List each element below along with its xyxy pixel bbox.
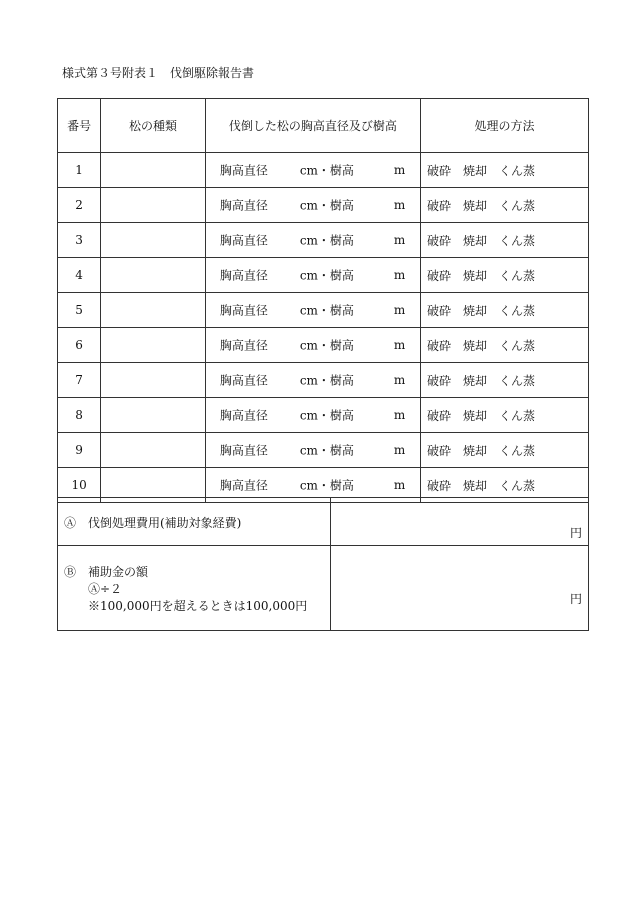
- size-field[interactable]: [205, 153, 420, 188]
- row-number: 6: [58, 328, 101, 363]
- meter-label: m: [393, 443, 406, 457]
- method-option[interactable]: 破砕: [427, 198, 452, 213]
- row-number: 5: [58, 293, 101, 328]
- method-options: [421, 328, 589, 363]
- method-options: [421, 293, 589, 328]
- method-option[interactable]: 焼却: [463, 373, 488, 388]
- method-option[interactable]: 破砕: [427, 163, 452, 178]
- subsidy-formula: Ⓐ÷２: [88, 582, 123, 596]
- method-option[interactable]: 焼却: [463, 198, 488, 213]
- chest-label: 胸高直径: [219, 163, 268, 178]
- method-option[interactable]: 破砕: [427, 338, 452, 353]
- pine-type-field[interactable]: [101, 433, 206, 468]
- method-options: [421, 188, 589, 223]
- cm-height-label: cm・樹高: [299, 408, 354, 423]
- summary-table: [57, 497, 589, 631]
- pine-type-field[interactable]: [101, 153, 206, 188]
- method-option[interactable]: くん蒸: [499, 198, 536, 213]
- chest-label: 胸高直径: [219, 443, 268, 458]
- method-option[interactable]: 破砕: [427, 408, 452, 423]
- subsidy-unit: 円: [569, 592, 582, 606]
- cm-height-label: cm・樹高: [299, 478, 354, 493]
- method-option[interactable]: くん蒸: [499, 478, 536, 493]
- pine-type-field[interactable]: [101, 363, 206, 398]
- cost-amount-field[interactable]: [330, 498, 589, 546]
- table-row: [58, 258, 589, 293]
- size-field[interactable]: [205, 398, 420, 433]
- header-method: 処理の方法: [421, 99, 589, 153]
- table-row: [58, 153, 589, 188]
- chest-label: 胸高直径: [219, 408, 268, 423]
- size-field[interactable]: [205, 328, 420, 363]
- size-field[interactable]: [205, 293, 420, 328]
- method-option[interactable]: 焼却: [463, 478, 488, 493]
- method-option[interactable]: 破砕: [427, 233, 452, 248]
- method-options: [421, 363, 589, 398]
- size-field[interactable]: [205, 258, 420, 293]
- method-options: [421, 153, 589, 188]
- size-field[interactable]: [205, 223, 420, 258]
- method-options: [421, 258, 589, 293]
- header-size: 伐倒した松の胸高直径及び樹高: [205, 99, 420, 153]
- method-option[interactable]: くん蒸: [499, 443, 536, 458]
- pine-type-field[interactable]: [101, 223, 206, 258]
- pine-type-field[interactable]: [101, 328, 206, 363]
- cm-height-label: cm・樹高: [299, 233, 354, 248]
- method-option[interactable]: 破砕: [427, 303, 452, 318]
- chest-label: 胸高直径: [219, 373, 268, 388]
- method-option[interactable]: 破砕: [427, 478, 452, 493]
- cm-height-label: cm・樹高: [299, 163, 354, 178]
- meter-label: m: [393, 338, 406, 352]
- table-row: [58, 188, 589, 223]
- subsidy-amount-field[interactable]: [330, 546, 589, 631]
- subsidy-row: [58, 546, 589, 631]
- row-number: 1: [58, 153, 101, 188]
- method-option[interactable]: 焼却: [463, 408, 488, 423]
- method-option[interactable]: 焼却: [463, 268, 488, 283]
- table-row: [58, 398, 589, 433]
- cm-height-label: cm・樹高: [299, 303, 354, 318]
- method-option[interactable]: 破砕: [427, 443, 452, 458]
- row-number: 9: [58, 433, 101, 468]
- method-option[interactable]: くん蒸: [499, 338, 536, 353]
- method-option[interactable]: 破砕: [427, 268, 452, 283]
- cm-height-label: cm・樹高: [299, 373, 354, 388]
- method-option[interactable]: くん蒸: [499, 303, 536, 318]
- row-number: 7: [58, 363, 101, 398]
- meter-label: m: [393, 233, 406, 247]
- size-field[interactable]: [205, 433, 420, 468]
- row-number: 4: [58, 258, 101, 293]
- method-options: [421, 223, 589, 258]
- cm-height-label: cm・樹高: [299, 198, 354, 213]
- cost-unit: 円: [569, 526, 582, 540]
- mark-b: Ⓑ: [64, 565, 77, 579]
- table-row: [58, 433, 589, 468]
- subsidy-note: ※100,000円を超えるときは100,000円: [88, 599, 308, 613]
- chest-label: 胸高直径: [219, 233, 268, 248]
- pine-type-field[interactable]: [101, 398, 206, 433]
- meter-label: m: [393, 373, 406, 387]
- chest-label: 胸高直径: [219, 338, 268, 353]
- pine-type-field[interactable]: [101, 293, 206, 328]
- chest-label: 胸高直径: [219, 478, 268, 493]
- subsidy-label: 補助金の額: [88, 565, 149, 579]
- meter-label: m: [393, 478, 406, 492]
- method-option[interactable]: 焼却: [463, 338, 488, 353]
- header-number: 番号: [58, 99, 101, 153]
- row-number: 10: [58, 468, 101, 503]
- page-title: 様式第３号附表１ 伐倒駆除報告書: [62, 66, 255, 80]
- report-table: [57, 98, 589, 503]
- meter-label: m: [393, 303, 406, 317]
- method-option[interactable]: 焼却: [463, 443, 488, 458]
- table-row: [58, 293, 589, 328]
- cost-label: 伐倒処理費用(補助対象経費): [88, 516, 242, 530]
- mark-a: Ⓐ: [64, 516, 77, 530]
- row-number: 8: [58, 398, 101, 433]
- cm-height-label: cm・樹高: [299, 443, 354, 458]
- meter-label: m: [393, 163, 406, 177]
- header-pine-type: 松の種類: [101, 99, 206, 153]
- table-row: [58, 223, 589, 258]
- chest-label: 胸高直径: [219, 268, 268, 283]
- chest-label: 胸高直径: [219, 303, 268, 318]
- pine-type-field[interactable]: [101, 188, 206, 223]
- method-options: [421, 398, 589, 433]
- method-option[interactable]: くん蒸: [499, 268, 536, 283]
- table-row: [58, 328, 589, 363]
- method-option[interactable]: 焼却: [463, 233, 488, 248]
- cm-height-label: cm・樹高: [299, 338, 354, 353]
- method-option[interactable]: くん蒸: [499, 373, 536, 388]
- meter-label: m: [393, 268, 406, 282]
- method-options: [421, 433, 589, 468]
- meter-label: m: [393, 198, 406, 212]
- method-option[interactable]: くん蒸: [499, 408, 536, 423]
- method-option[interactable]: 焼却: [463, 303, 488, 318]
- size-field[interactable]: [205, 188, 420, 223]
- row-number: 3: [58, 223, 101, 258]
- table-header-row: [58, 99, 589, 153]
- chest-label: 胸高直径: [219, 198, 268, 213]
- method-option[interactable]: くん蒸: [499, 163, 536, 178]
- meter-label: m: [393, 408, 406, 422]
- cm-height-label: cm・樹高: [299, 268, 354, 283]
- method-option[interactable]: 焼却: [463, 163, 488, 178]
- pine-type-field[interactable]: [101, 258, 206, 293]
- table-row: [58, 363, 589, 398]
- cost-row: [58, 498, 589, 546]
- size-field[interactable]: [205, 363, 420, 398]
- row-number: 2: [58, 188, 101, 223]
- method-option[interactable]: くん蒸: [499, 233, 536, 248]
- method-option[interactable]: 破砕: [427, 373, 452, 388]
